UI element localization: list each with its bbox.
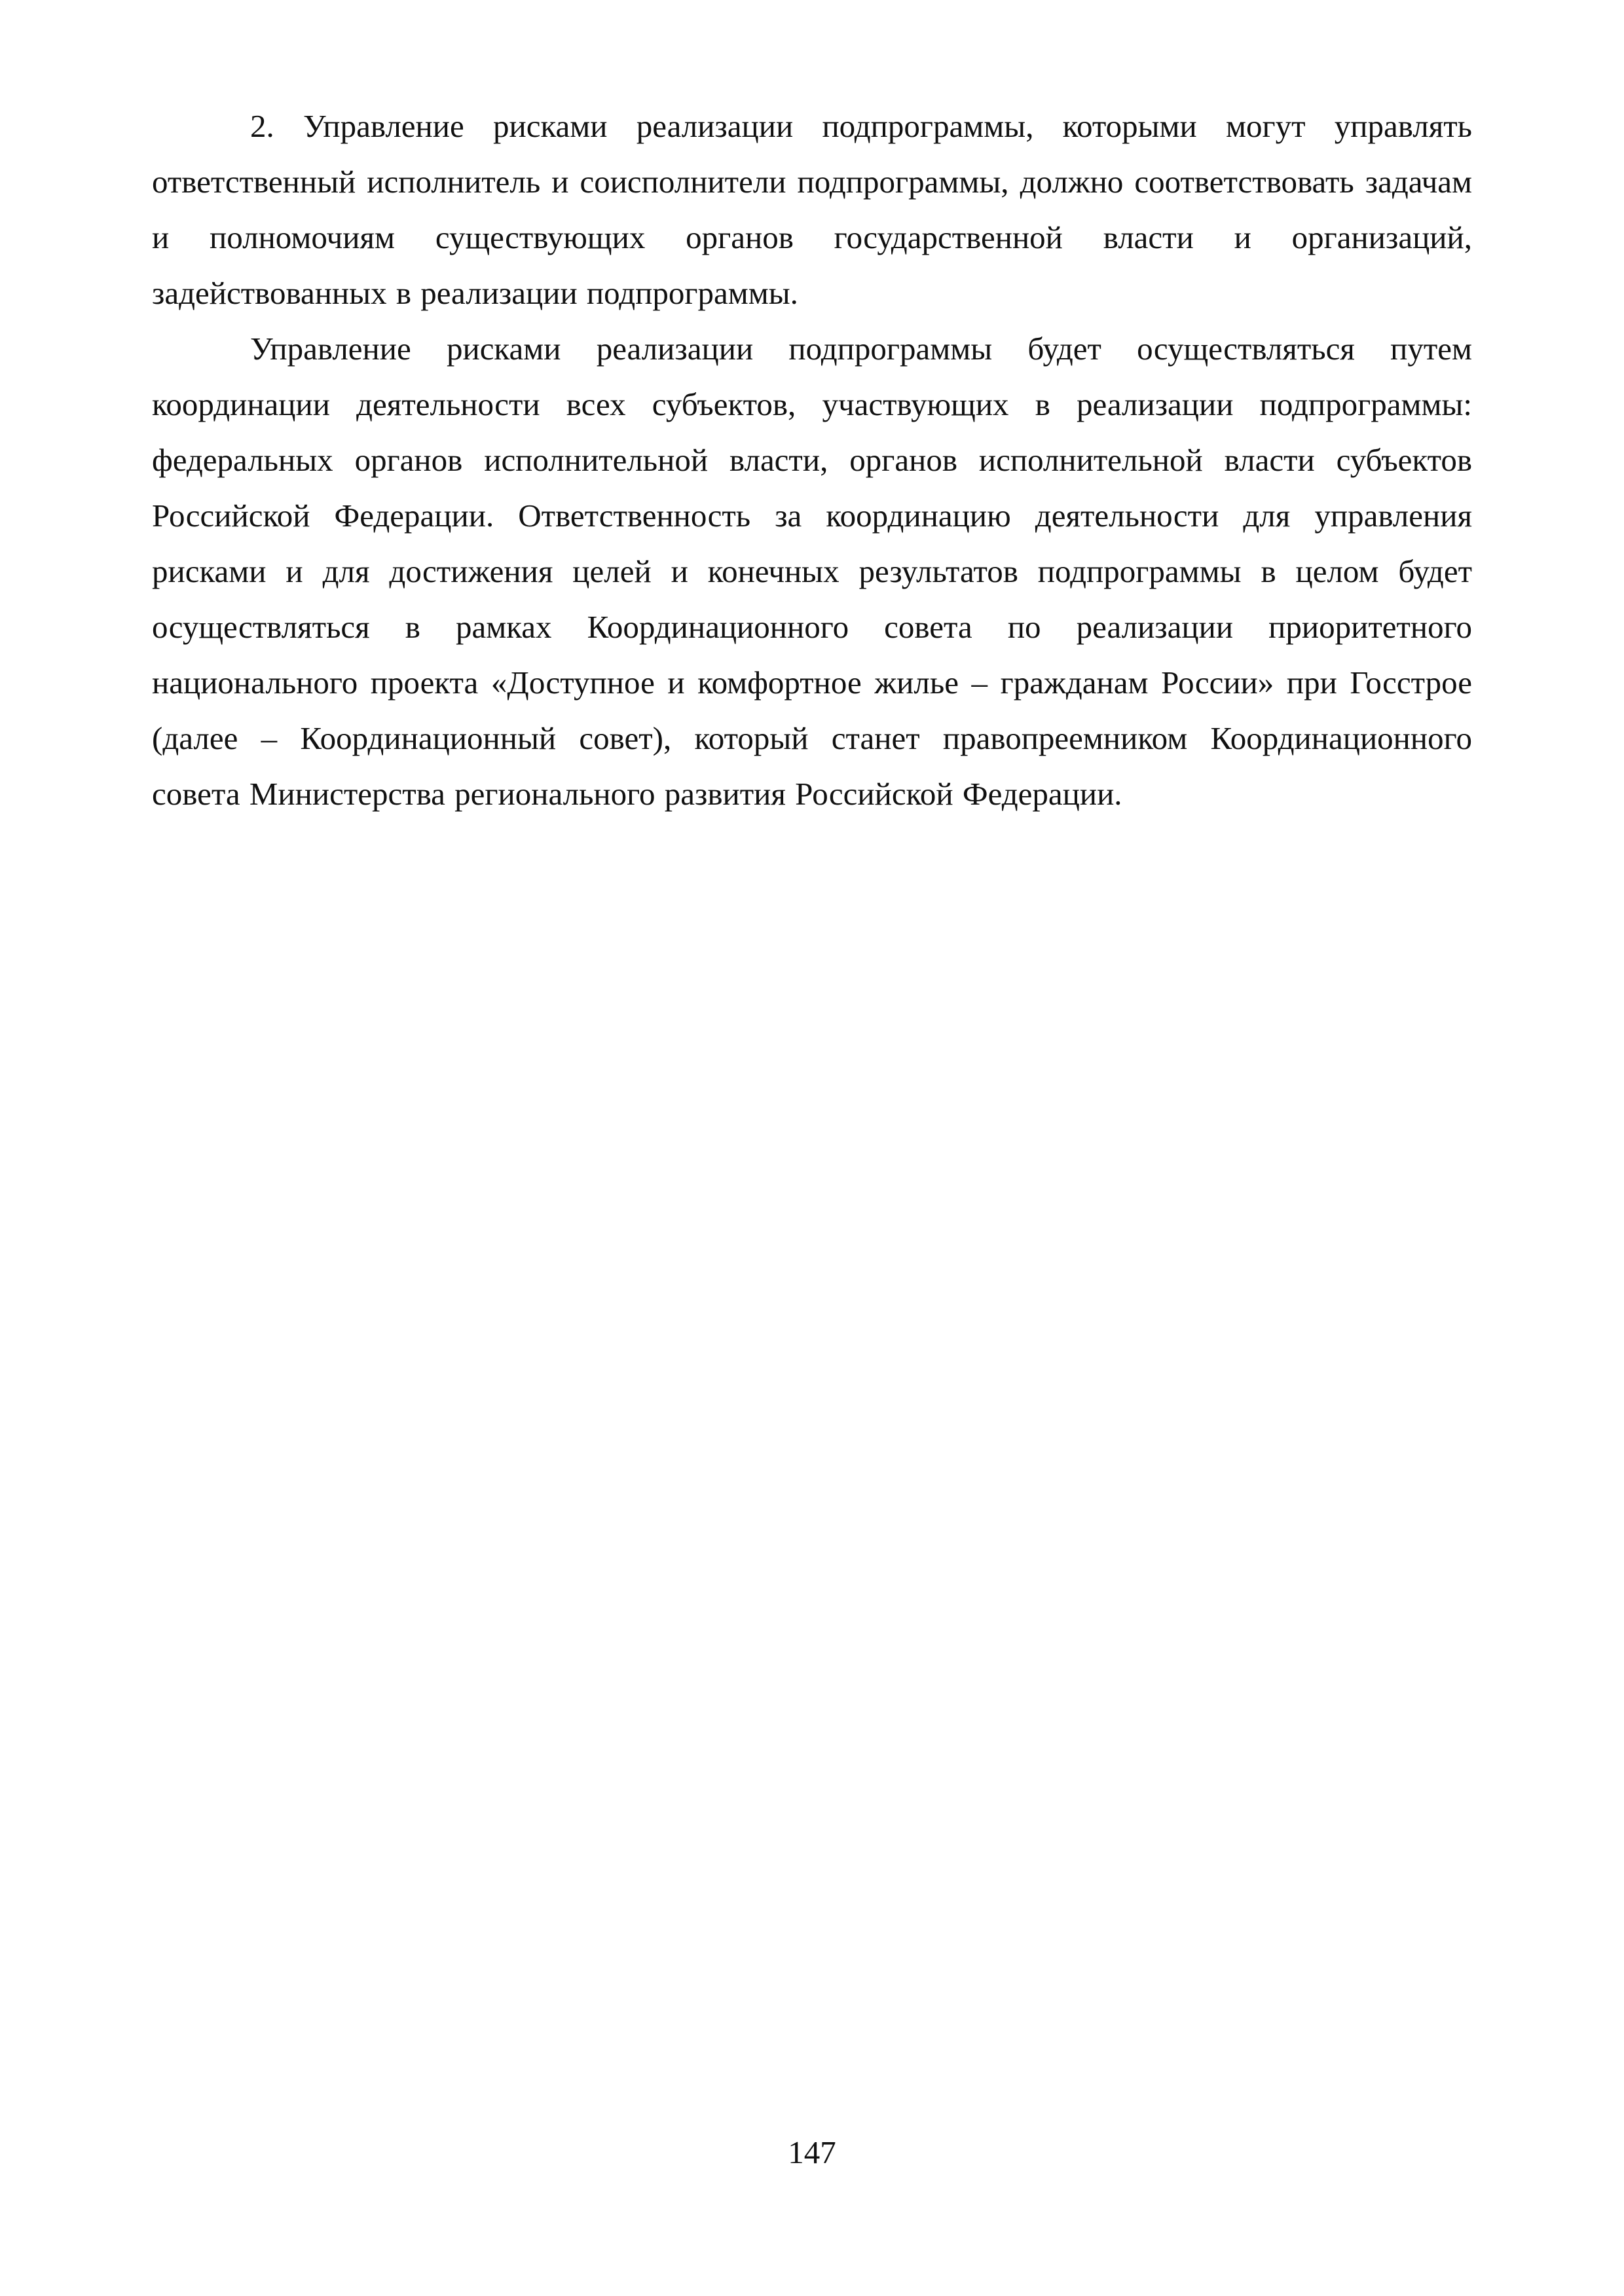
body-text	[152, 98, 1472, 822]
paragraph-risk-management-tasks: 2. Управление рисками реализации подпрограммы, которыми могут управлять ответственный исполнитель и соисполнители подпрограммы, должно соответствовать задачам и полномочиям существующих органов государственной власти и организаций, задействованных в реализации подпрограммы.	[152, 108, 1472, 311]
paragraph-risk-coordination: Управление рисками реализации подпрограммы будет осуществляться путем координации деятельности всех субъектов, участвующих в реализации подпрограммы: федеральных органов исполнительной власти, органов исполнительной власти субъектов Российской Федерации. Ответственность за координацию деятельности для управления рисками и для достижения целей и конечных результатов подпрограммы в целом будет осуществляться в рамках Координационного совета по реализации приоритетного национального проекта «Доступное и комфортное жилье – гражданам России» при Госстрое (далее – Координационный совет), который станет правопреемником Координационного совета Министерства регионального развития Российской Федерации.	[152, 331, 1472, 812]
page-number: 147	[788, 2134, 836, 2170]
